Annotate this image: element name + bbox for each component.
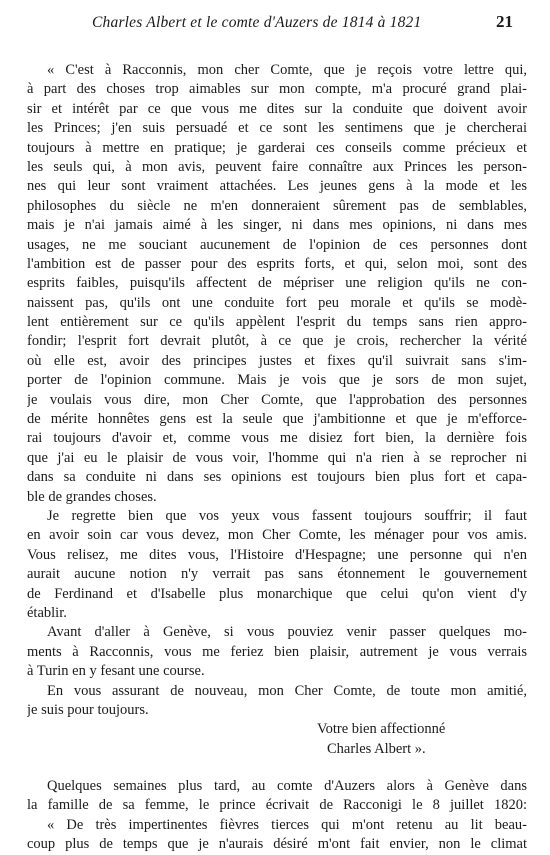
text-line: nes qui leur sont vraiment attachées. Les jeunes gens à la mode et les xyxy=(27,178,527,195)
text-line: fondir; l'esprit fort devrait plutôt, à ce que je crois, rechercher la vérité xyxy=(27,333,527,350)
text-line: porter de l'opinion commune. Mais je vois que je sors de mon sujet, xyxy=(27,372,527,389)
text-line: rai toujours d'avoir et, comme vous me disiez fort bien, la dernière fois xyxy=(27,430,527,447)
text-line: à part des choses trop aimables sur mon compte, m'a procuré grand plai- xyxy=(27,81,527,98)
text-line: lent entièrement sur ce qu'ils appèlent l'esprit du temps sans rien appro- xyxy=(27,314,527,331)
quoted-letter-paragraph xyxy=(27,816,527,855)
text-line: coup plus de temps que je n'aurais désiré m'ont fait envier, non le climat xyxy=(27,836,527,853)
letter-signature xyxy=(27,720,527,759)
section-gap xyxy=(27,759,527,777)
text-line: ments à Racconnis, vous me feriez bien plaisir, autrement je vous verrais xyxy=(27,643,527,660)
running-title: Charles Albert et le comte d'Auzers de 1814 à 1821 xyxy=(92,14,422,31)
text-line: Vous relisez, me dites vous, l'Histoire d'Hespagne; une personne qui n'en xyxy=(27,546,527,563)
letter-paragraph-4 xyxy=(27,682,527,721)
text-line: ble de grandes choses. xyxy=(27,488,157,505)
text-line: usages, ne me souciant aucunement de l'opinion de ces personnes dont xyxy=(27,236,527,253)
page-body xyxy=(27,61,527,855)
text-line: je voulais vous dire, mon Cher Comte, que l'approbation des personnes xyxy=(27,391,527,408)
letter-paragraph-2 xyxy=(27,507,527,623)
signature-name: Charles Albert ». xyxy=(327,740,426,757)
page-number: 21 xyxy=(496,12,513,31)
text-line: en avoir soin car vous devez, mon Cher Comte, les ménager pour vos amis. xyxy=(27,527,527,544)
text-line: les seuls qui, à mon avis, peuvent faire connaître aux Princes les person- xyxy=(27,158,527,175)
text-line: « De très impertinentes fièvres tierces qui m'ont retenu au lit beau- xyxy=(47,816,527,833)
text-line: « C'est à Racconnis, mon cher Comte, que je reçois votre lettre qui, xyxy=(47,62,527,78)
text-line: Avant d'aller à Genève, si vous pouviez venir passer quelques mo- xyxy=(47,624,527,641)
text-line: que j'ai eu le plaisir de vous voir, l'homme qui n'a rien à se reprocher ni xyxy=(27,449,527,466)
text-line: à Turin en y fesant une course. xyxy=(27,663,205,680)
letter-paragraph-1 xyxy=(27,61,527,507)
text-line: l'ambition est de passer pour des esprits forts, et qui, selon moi, sont des xyxy=(27,255,527,272)
text-line: philosophes du siècle ne m'en donneraient sûrement pas de semblables, xyxy=(27,197,527,214)
text-line: je suis pour toujours. xyxy=(27,701,149,718)
text-line: de Ferdinand et d'Isabelle plus monarchique que celui qu'on vient d'y xyxy=(27,585,527,602)
text-line: établir. xyxy=(27,604,67,621)
text-line: Je regrette bien que vos yeux vous fassent toujours souffrir; il faut xyxy=(47,507,527,524)
narrative-paragraph xyxy=(27,777,527,816)
text-line: où elle est, avoir des principes justes et fixes qu'il suivrait sans s'im- xyxy=(27,352,527,369)
text-line: de mérite honnêtes gens est la seule que j'ambitionne et que je m'efforce- xyxy=(27,411,527,428)
text-line: mais je n'ai jamais aimé à les singer, ni dans mes opinions, ni dans mes xyxy=(27,217,527,234)
signature-closing: Votre bien affectionné xyxy=(317,721,446,738)
text-line: les Princes; j'en suis persuadé et ce sont les sentimens que je chercherai xyxy=(27,120,527,137)
text-line: la famille de sa femme, le prince écrivait de Racconigi le 8 juillet 1820: xyxy=(27,797,527,814)
text-line: naissent pas, qu'ils ont une conduite fort peu morale et qu'ils se modè- xyxy=(27,294,527,311)
text-line: sir et intérêt par ce que vous me dites sur la conduite que doivent avoir xyxy=(27,100,527,117)
text-line: toujours à mettre en pratique; je garderai ces conseils comme précieux et xyxy=(27,139,527,156)
text-line: dans sa conduite ni dans ses opinions est toujours bien plus fort et capa- xyxy=(27,469,527,486)
text-line: esprits faibles, puisqu'ils affectent de mépriser une religion qu'ils ne con- xyxy=(27,275,527,292)
text-line: Quelques semaines plus tard, au comte d'Auzers alors à Genève dans xyxy=(47,778,527,795)
letter-paragraph-3 xyxy=(27,623,527,681)
text-line: En vous assurant de nouveau, mon Cher Comte, de toute mon amitié, xyxy=(47,682,527,699)
text-line: aurait aucune notion n'y verrait pas sans étonnement le gouvernement xyxy=(27,566,527,583)
